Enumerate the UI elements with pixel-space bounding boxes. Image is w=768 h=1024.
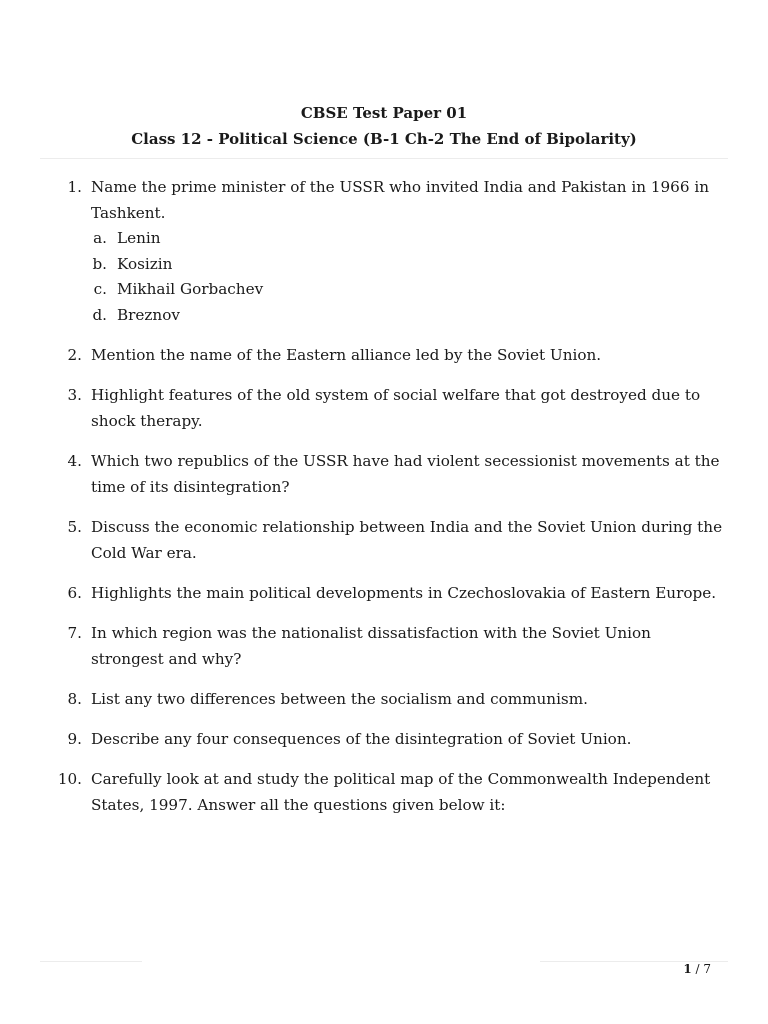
question-item-8: [40, 686, 728, 712]
question-text: Discuss the economic relationship between India and the Soviet Union during the Cold War era.: [91, 518, 723, 562]
option-text: Breznov: [117, 305, 180, 324]
question-list: [40, 174, 728, 832]
question-item-1: [40, 174, 728, 328]
question-number: 8.: [67, 690, 82, 708]
header-divider: [40, 158, 728, 159]
page-total: 7: [703, 962, 711, 976]
option-letter: a.: [93, 229, 107, 247]
option-item-c: [91, 277, 728, 303]
option-text: Mikhail Gorbachev: [117, 280, 264, 298]
option-text: Lenin: [117, 229, 161, 247]
paper-subtitle: Class 12 - Political Science (B-1 Ch-2 The End of Bipolarity): [131, 130, 637, 148]
question-number: 2.: [67, 346, 82, 364]
question-text: In which region was the nationalist dissatisfaction with the Soviet Union strongest and why?: [91, 624, 651, 668]
question-text: Highlights the main political developments in Czechoslovakia of Eastern Europe.: [91, 584, 717, 602]
page-current: 1: [683, 962, 692, 976]
question-item-7: [40, 620, 728, 672]
question-item-2: [40, 342, 728, 368]
page-separator: /: [691, 962, 704, 976]
option-item-b: [91, 252, 728, 278]
question-item-6: [40, 580, 728, 606]
question-text: Highlight features of the old system of social welfare that got destroyed due to shock therapy.: [91, 386, 701, 430]
question-text: Describe any four consequences of the disintegration of Soviet Union.: [91, 730, 632, 748]
question-number: 1.: [67, 178, 82, 196]
option-list: [91, 226, 728, 328]
option-letter: c.: [93, 280, 107, 298]
question-item-3: [40, 382, 728, 434]
question-number: 9.: [67, 730, 82, 748]
question-number: 3.: [67, 386, 82, 404]
question-item-4: [40, 448, 728, 500]
question-text: Carefully look at and study the political map of the Commonwealth Independent States, 1997. Answer all the questions given below it:: [91, 770, 711, 814]
question-item-5: [40, 514, 728, 566]
option-text: Kosizin: [117, 254, 173, 273]
question-number: 4.: [67, 452, 82, 470]
option-letter: b.: [92, 254, 107, 273]
question-text: Mention the name of the Eastern alliance led by the Soviet Union.: [91, 346, 602, 364]
paper-title: CBSE Test Paper 01: [300, 104, 468, 122]
question-number: 5.: [67, 518, 82, 536]
option-item-a: [91, 226, 728, 252]
question-number: 10.: [57, 770, 82, 788]
page-number: [683, 960, 711, 978]
document-header: [40, 100, 728, 152]
option-item-d: [91, 303, 728, 329]
option-letter: d.: [92, 305, 107, 324]
question-number: 6.: [67, 584, 82, 602]
question-item-10: [40, 766, 728, 818]
question-text: Which two republics of the USSR have had violent secessionist movements at the time of its disintegration?: [91, 452, 720, 496]
question-text: Name the prime minister of the USSR who invited India and Pakistan in 1966 in Tashkent.: [91, 178, 709, 222]
question-number: 7.: [67, 624, 82, 642]
footer-divider-left: [40, 961, 142, 962]
question-item-9: [40, 726, 728, 752]
question-text: List any two differences between the socialism and communism.: [91, 690, 588, 708]
